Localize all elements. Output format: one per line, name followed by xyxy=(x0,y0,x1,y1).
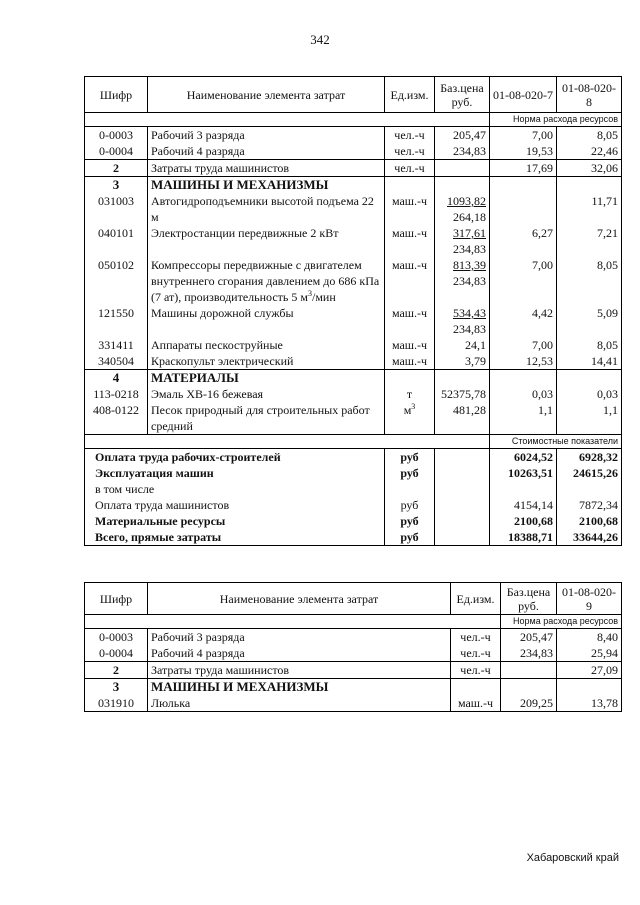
row-code: 113-0218 xyxy=(85,386,148,402)
cost-row xyxy=(85,513,622,529)
row-value-2: 7,21 xyxy=(557,225,622,257)
row-value-2: 8,05 xyxy=(557,127,622,144)
norm-label: Норма расхода ресурсов xyxy=(501,615,622,629)
cost-name: Материальные ресурсы xyxy=(85,513,385,529)
row-price-main: 534,43 xyxy=(453,306,486,320)
row-price-sub: 234,83 xyxy=(453,242,486,256)
row-value-2: 14,41 xyxy=(557,353,622,370)
row-value-1: 0,03 xyxy=(490,386,557,402)
row-unit: чел.-ч xyxy=(451,629,501,646)
row-code: 0-0004 xyxy=(85,143,148,160)
row-name: Рабочий 4 разряда xyxy=(148,645,451,662)
header-name: Наименование элемента затрат xyxy=(148,583,451,615)
row-name: Песок природный для строительных работ средний xyxy=(148,402,385,435)
row-price: 234,83 xyxy=(435,143,490,160)
row-unit xyxy=(385,402,435,435)
section-title: МАШИНЫ И МЕХАНИЗМЫ xyxy=(148,177,385,194)
row-unit: маш.-ч xyxy=(385,193,435,225)
table-row xyxy=(85,402,622,435)
norm-subheader-row xyxy=(85,113,622,127)
cost-row xyxy=(85,465,622,481)
row-value-1: 4,42 xyxy=(490,305,557,337)
row-unit: чел.-ч xyxy=(385,143,435,160)
row-unit: маш.-ч xyxy=(385,353,435,370)
row-price-main: 1093,82 xyxy=(447,194,486,208)
row-value-1 xyxy=(490,193,557,225)
header-name: Наименование элемента затрат xyxy=(148,77,385,113)
row-unit-text: м xyxy=(403,403,412,417)
row-name: Рабочий 3 разряда xyxy=(148,629,451,646)
cost-name: Оплата труда машинистов xyxy=(85,497,385,513)
table-row xyxy=(85,257,622,305)
row-price: 3,79 xyxy=(435,353,490,370)
row-price: 24,1 xyxy=(435,337,490,353)
row-price xyxy=(435,257,490,305)
row-unit: маш.-ч xyxy=(385,225,435,257)
row-code: 121550 xyxy=(85,305,148,337)
row-price: 481,28 xyxy=(435,402,490,435)
table-row xyxy=(85,143,622,160)
row-name: Краскопульт электрический xyxy=(148,353,385,370)
row-price: 205,47 xyxy=(435,127,490,144)
header-code: Шифр xyxy=(85,583,148,615)
table-row xyxy=(85,386,622,402)
row-value-2: 8,05 xyxy=(557,337,622,353)
row-unit: чел.-ч xyxy=(451,662,501,679)
row-name-sup: 3 xyxy=(308,289,312,298)
table-row xyxy=(85,127,622,144)
cost-row xyxy=(85,497,622,513)
row-name: Рабочий 4 разряда xyxy=(148,143,385,160)
table-row xyxy=(85,645,622,662)
table-row xyxy=(85,337,622,353)
row-name: Эмаль ХВ-16 бежевая xyxy=(148,386,385,402)
header-unit: Ед.изм. xyxy=(451,583,501,615)
row-value-1: 27,09 xyxy=(557,662,622,679)
section-row xyxy=(85,370,622,387)
row-unit: маш.-ч xyxy=(451,695,501,712)
row-name-text: Компрессоры передвижные с двигателем внутреннего сгорания давлением до 686 кПа (7 ат), производительность 5 м xyxy=(151,258,380,304)
row-price xyxy=(435,225,490,257)
row-price xyxy=(435,193,490,225)
cost-label: Стоимостные показатели xyxy=(490,435,622,449)
row-price-sub: 234,83 xyxy=(453,322,486,336)
cost-value-2: 6928,32 xyxy=(557,449,622,466)
table-row xyxy=(85,629,622,646)
row-code: 050102 xyxy=(85,257,148,305)
row-name: Электростанции передвижные 2 кВт xyxy=(148,225,385,257)
row-name: Люлька xyxy=(148,695,451,712)
row-price: 209,25 xyxy=(501,695,557,712)
header-price: Баз.цена руб. xyxy=(435,77,490,113)
row-name: Затраты труда машинистов xyxy=(148,160,385,177)
row-unit: т xyxy=(385,386,435,402)
row-price: 205,47 xyxy=(501,629,557,646)
row-code: 0-0003 xyxy=(85,127,148,144)
header-unit: Ед.изм. xyxy=(385,77,435,113)
row-value-1: 17,69 xyxy=(490,160,557,177)
row-price xyxy=(501,662,557,679)
row-price: 52375,78 xyxy=(435,386,490,402)
row-value-2: 32,06 xyxy=(557,160,622,177)
cost-unit: руб xyxy=(385,465,435,481)
table-row xyxy=(85,305,622,337)
resource-table-1 xyxy=(84,76,622,546)
cost-row xyxy=(85,529,622,546)
row-name: Рабочий 3 разряда xyxy=(148,127,385,144)
cost-name: Оплата труда рабочих-строителей xyxy=(85,449,385,466)
row-unit: чел.-ч xyxy=(451,645,501,662)
table-row xyxy=(85,193,622,225)
cost-subheader-row xyxy=(85,435,622,449)
section-title: МАШИНЫ И МЕХАНИЗМЫ xyxy=(148,679,451,696)
row-code: 031003 xyxy=(85,193,148,225)
row-price-main: 317,61 xyxy=(453,226,486,240)
region-footer: Хабаровский край xyxy=(526,852,619,864)
row-price-sub: 234,83 xyxy=(453,274,486,288)
row-unit-sup: 3 xyxy=(411,402,416,411)
table-row xyxy=(85,160,622,177)
row-code: 0-0004 xyxy=(85,645,148,662)
cost-name: Всего, прямые затраты xyxy=(85,529,385,546)
table-row xyxy=(85,695,622,712)
row-value-2: 0,03 xyxy=(557,386,622,402)
cost-unit: руб xyxy=(385,497,435,513)
header-col-2: 01-08-020-8 xyxy=(557,77,622,113)
row-value-1: 12,53 xyxy=(490,353,557,370)
row-value-1: 7,00 xyxy=(490,257,557,305)
row-price xyxy=(435,305,490,337)
cost-value-2: 7872,34 xyxy=(557,497,622,513)
table-row xyxy=(85,662,622,679)
row-code: 031910 xyxy=(85,695,148,712)
cost-name: в том числе xyxy=(85,481,385,497)
row-unit: чел.-ч xyxy=(385,127,435,144)
resource-table-2 xyxy=(84,582,622,712)
section-code: 4 xyxy=(85,370,148,387)
row-code: 2 xyxy=(85,662,148,679)
cost-row xyxy=(85,481,622,497)
cost-value-1: 10263,51 xyxy=(490,465,557,481)
row-price xyxy=(435,160,490,177)
row-name xyxy=(148,257,385,305)
norm-label: Норма расхода ресурсов xyxy=(490,113,622,127)
cost-value-2: 2100,68 xyxy=(557,513,622,529)
row-code: 340504 xyxy=(85,353,148,370)
row-code: 408-0122 xyxy=(85,402,148,435)
cost-value-1: 2100,68 xyxy=(490,513,557,529)
header-col-1: 01-08-020-9 xyxy=(557,583,622,615)
row-value-2: 22,46 xyxy=(557,143,622,160)
table-row xyxy=(85,225,622,257)
row-unit: маш.-ч xyxy=(385,257,435,305)
row-unit: маш.-ч xyxy=(385,337,435,353)
cost-unit: руб xyxy=(385,449,435,466)
row-value-2: 5,09 xyxy=(557,305,622,337)
row-value-1: 7,00 xyxy=(490,337,557,353)
row-value-2: 11,71 xyxy=(557,193,622,225)
cost-unit: руб xyxy=(385,529,435,546)
row-value-1: 13,78 xyxy=(557,695,622,712)
header-code: Шифр xyxy=(85,77,148,113)
row-code: 040101 xyxy=(85,225,148,257)
row-value-1: 19,53 xyxy=(490,143,557,160)
header-price: Баз.цена руб. xyxy=(501,583,557,615)
row-name: Аппараты пескоструйные xyxy=(148,337,385,353)
row-value-1: 25,94 xyxy=(557,645,622,662)
row-code: 0-0003 xyxy=(85,629,148,646)
row-value-1: 1,1 xyxy=(490,402,557,435)
cost-value-1: 4154,14 xyxy=(490,497,557,513)
header-col-1: 01-08-020-7 xyxy=(490,77,557,113)
section-code: 3 xyxy=(85,177,148,194)
norm-subheader-row xyxy=(85,615,622,629)
row-value-1: 6,27 xyxy=(490,225,557,257)
cost-value-2: 24615,26 xyxy=(557,465,622,481)
cost-unit: руб xyxy=(385,513,435,529)
row-name-tail: /мин xyxy=(312,290,336,304)
section-code: 3 xyxy=(85,679,148,696)
row-value-1: 8,40 xyxy=(557,629,622,646)
row-unit: маш.-ч xyxy=(385,305,435,337)
cost-name: Эксплуатация машин xyxy=(85,465,385,481)
row-price-sub: 264,18 xyxy=(453,210,486,224)
table-header-row xyxy=(85,77,622,113)
row-name: Автогидроподъемники высотой подъема 22 м xyxy=(148,193,385,225)
cost-value-2: 33644,26 xyxy=(557,529,622,546)
row-price: 234,83 xyxy=(501,645,557,662)
section-title: МАТЕРИАЛЫ xyxy=(148,370,385,387)
row-name: Затраты труда машинистов xyxy=(148,662,451,679)
row-name: Машины дорожной службы xyxy=(148,305,385,337)
cost-value-1: 18388,71 xyxy=(490,529,557,546)
row-price-main: 813,39 xyxy=(453,258,486,272)
section-row xyxy=(85,177,622,194)
row-code: 331411 xyxy=(85,337,148,353)
table-header-row xyxy=(85,583,622,615)
row-value-2: 8,05 xyxy=(557,257,622,305)
page-number: 342 xyxy=(310,32,330,47)
row-code: 2 xyxy=(85,160,148,177)
row-value-2: 1,1 xyxy=(557,402,622,435)
table-row xyxy=(85,353,622,370)
cost-value-1: 6024,52 xyxy=(490,449,557,466)
row-value-1: 7,00 xyxy=(490,127,557,144)
section-row xyxy=(85,679,622,696)
row-unit: чел.-ч xyxy=(385,160,435,177)
cost-row xyxy=(85,449,622,466)
